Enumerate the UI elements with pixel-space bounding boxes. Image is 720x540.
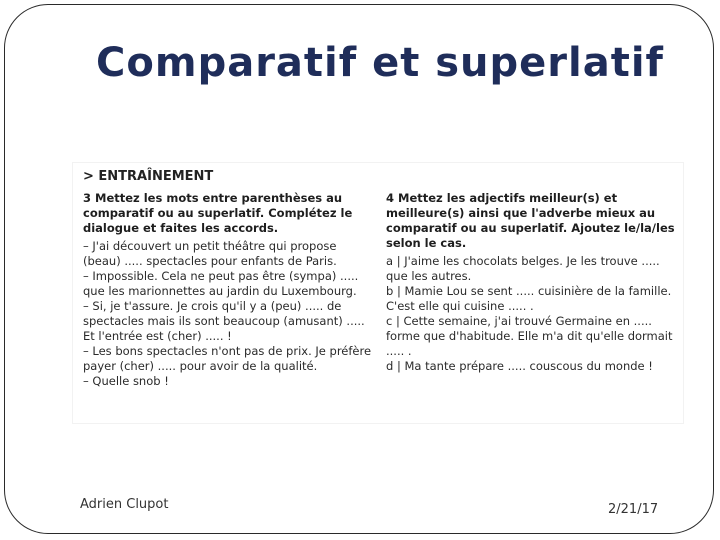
instruction-line: comparatif ou au superlatif. Complétez le (83, 206, 353, 220)
dialogue-line: (beau) ..... spectacles pour enfants de Paris. (83, 254, 337, 268)
exercise-line: d | Ma tante prépare ..... couscous du monde ! (386, 359, 653, 373)
instruction-line: meilleure(s) ainsi que l'adverbe mieux au (386, 206, 656, 220)
dialogue-line: que les marionnettes au jardin du Luxembourg. (83, 284, 357, 298)
exercise-3 (83, 191, 373, 389)
dialogue-line: payer (cher) ..... pour avoir de la qualité. (83, 359, 318, 373)
dialogue-line: – Si, je t'assure. Je crois qu'il y a (peu) ..... de (83, 299, 342, 313)
slide-title: Comparatif et superlatif (96, 40, 664, 86)
instruction-line: comparatif ou au superlatif. Ajoutez le/la/les (386, 221, 675, 235)
exercise-line: forme que d'habitude. Elle m'a dit qu'elle dormait (386, 329, 673, 343)
exercise-line: b | Mamie Lou se sent ..... cuisinière de la famille. (386, 284, 672, 298)
exercise-line: ..... . (386, 344, 412, 358)
exercise-line: C'est elle qui cuisine ..... . (386, 299, 534, 313)
instruction-line: 3 Mettez les mots entre parenthèses au (83, 191, 343, 205)
dialogue-line: – J'ai découvert un petit théâtre qui propose (83, 239, 337, 253)
exercise-line: c | Cette semaine, j'ai trouvé Germaine en ..... (386, 314, 652, 328)
exercise-4 (386, 191, 678, 374)
instruction-line: dialogue et faites les accords. (83, 221, 279, 235)
dialogue-line: Et l'entrée est (cher) ..... ! (83, 329, 232, 343)
exercise-3-instruction (83, 191, 373, 236)
dialogue-line: – Impossible. Cela ne peut pas être (sympa) ..... (83, 269, 359, 283)
dialogue-line: spectacles mais ils sont beaucoup (amusant) ..... (83, 314, 365, 328)
exercise-line: a | J'aime les chocolats belges. Je les trouve ..... (386, 254, 660, 268)
exercise-scan (72, 162, 684, 424)
instruction-line: selon le cas. (386, 236, 467, 250)
dialogue-line: – Quelle snob ! (83, 374, 169, 388)
dialogue-line: – Les bons spectacles n'ont pas de prix. Je préfère (83, 344, 372, 358)
footer-date: 2/21/17 (608, 502, 659, 517)
footer-author: Adrien Clupot (80, 497, 169, 512)
exercise-line: que les autres. (386, 269, 472, 283)
exercise-4-instruction (386, 191, 678, 251)
instruction-line: 4 Mettez les adjectifs meilleur(s) et (386, 191, 618, 205)
exercise-header: > ENTRAÎNEMENT (83, 169, 214, 184)
